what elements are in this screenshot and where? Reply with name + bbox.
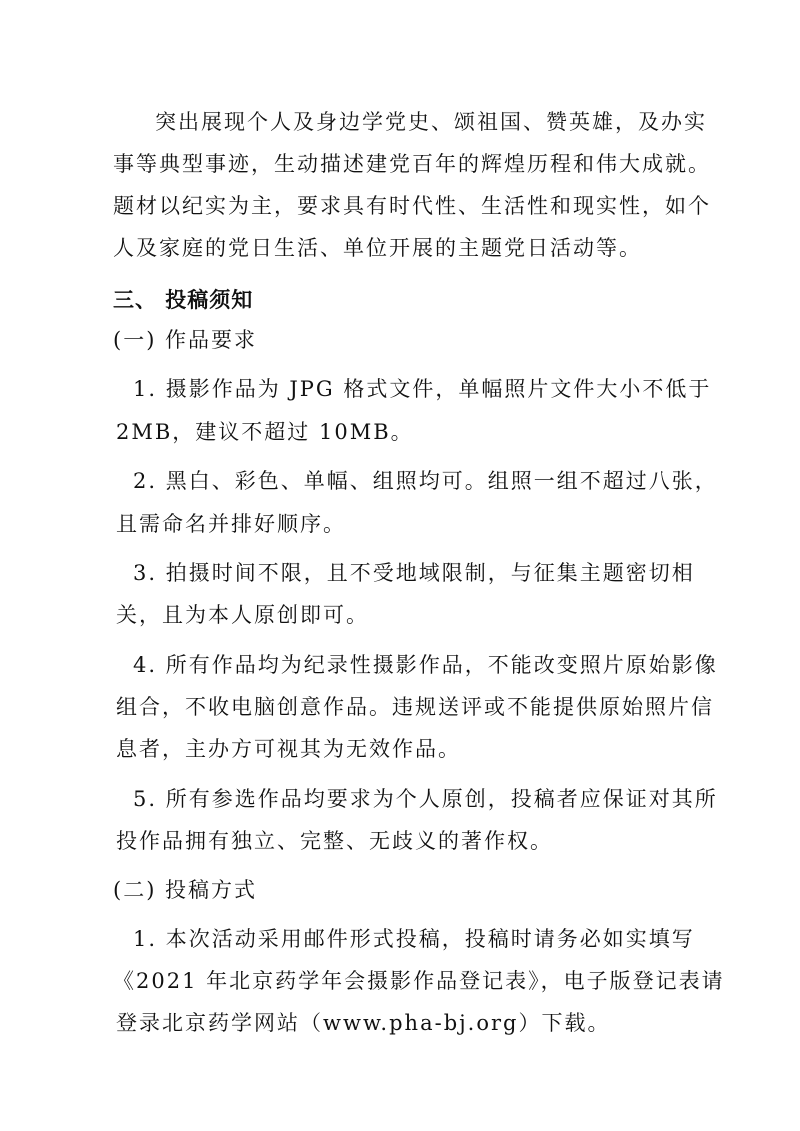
submission-1-line-2: 《2021 年北京药学年会摄影作品登记表》，电子版登记表请 [113,969,725,993]
requirement-2-line-1: 2. 黑白、彩色、单幅、组照均可。组照一组不超过八张， [133,469,718,493]
intro-line-2: 事等典型事迹，生动描述建党百年的辉煌历程和伟大成就。 [113,152,711,176]
requirement-4-line-1: 4. 所有作品均为纪录性摄影作品，不能改变照片原始影像 [133,653,718,677]
requirement-5-line-1: 5. 所有参选作品均要求为个人原创，投稿者应保证对其所 [133,787,718,811]
requirement-4-line-3: 息者，主办方可视其为无效作品。 [116,737,461,761]
requirement-3-line-1: 3. 拍摄时间不限，且不受地域限制，与征集主题密切相 [133,561,695,585]
requirement-4-line-2: 组合，不收电脑创意作品。违规送评或不能提供原始照片信 [116,695,714,719]
subheading-work-requirements: (一) 作品要求 [113,328,258,352]
intro-line-4: 人及家庭的党日生活、单位开展的主题党日活动等。 [113,236,642,260]
requirement-2-line-2: 且需命名并排好顺序。 [116,512,346,536]
requirement-1-line-2: 2MB，建议不超过 10MB。 [116,420,414,444]
submission-1-line-3: 登录北京药学网站（www.pha-bj.org）下载。 [116,1011,611,1035]
subheading-submission-method: (二) 投稿方式 [113,878,258,902]
intro-line-1: 突出展现个人及身边学党史、颂祖国、赞英雄，及办实 [155,110,707,134]
submission-1-line-1: 1. 本次活动采用邮件形式投稿，投稿时请务必如实填写 [133,927,695,951]
requirement-3-line-2: 关，且为本人原创即可。 [116,603,369,627]
requirement-5-line-2: 投作品拥有独立、完整、无歧义的著作权。 [116,829,553,853]
requirement-1-line-1: 1. 摄影作品为 JPG 格式文件，单幅照片文件大小不低于 [133,377,712,401]
intro-line-3: 题材以纪实为主，要求具有时代性、生活性和现实性，如个 [113,194,711,218]
section-heading: 三、 投稿须知 [113,288,254,312]
